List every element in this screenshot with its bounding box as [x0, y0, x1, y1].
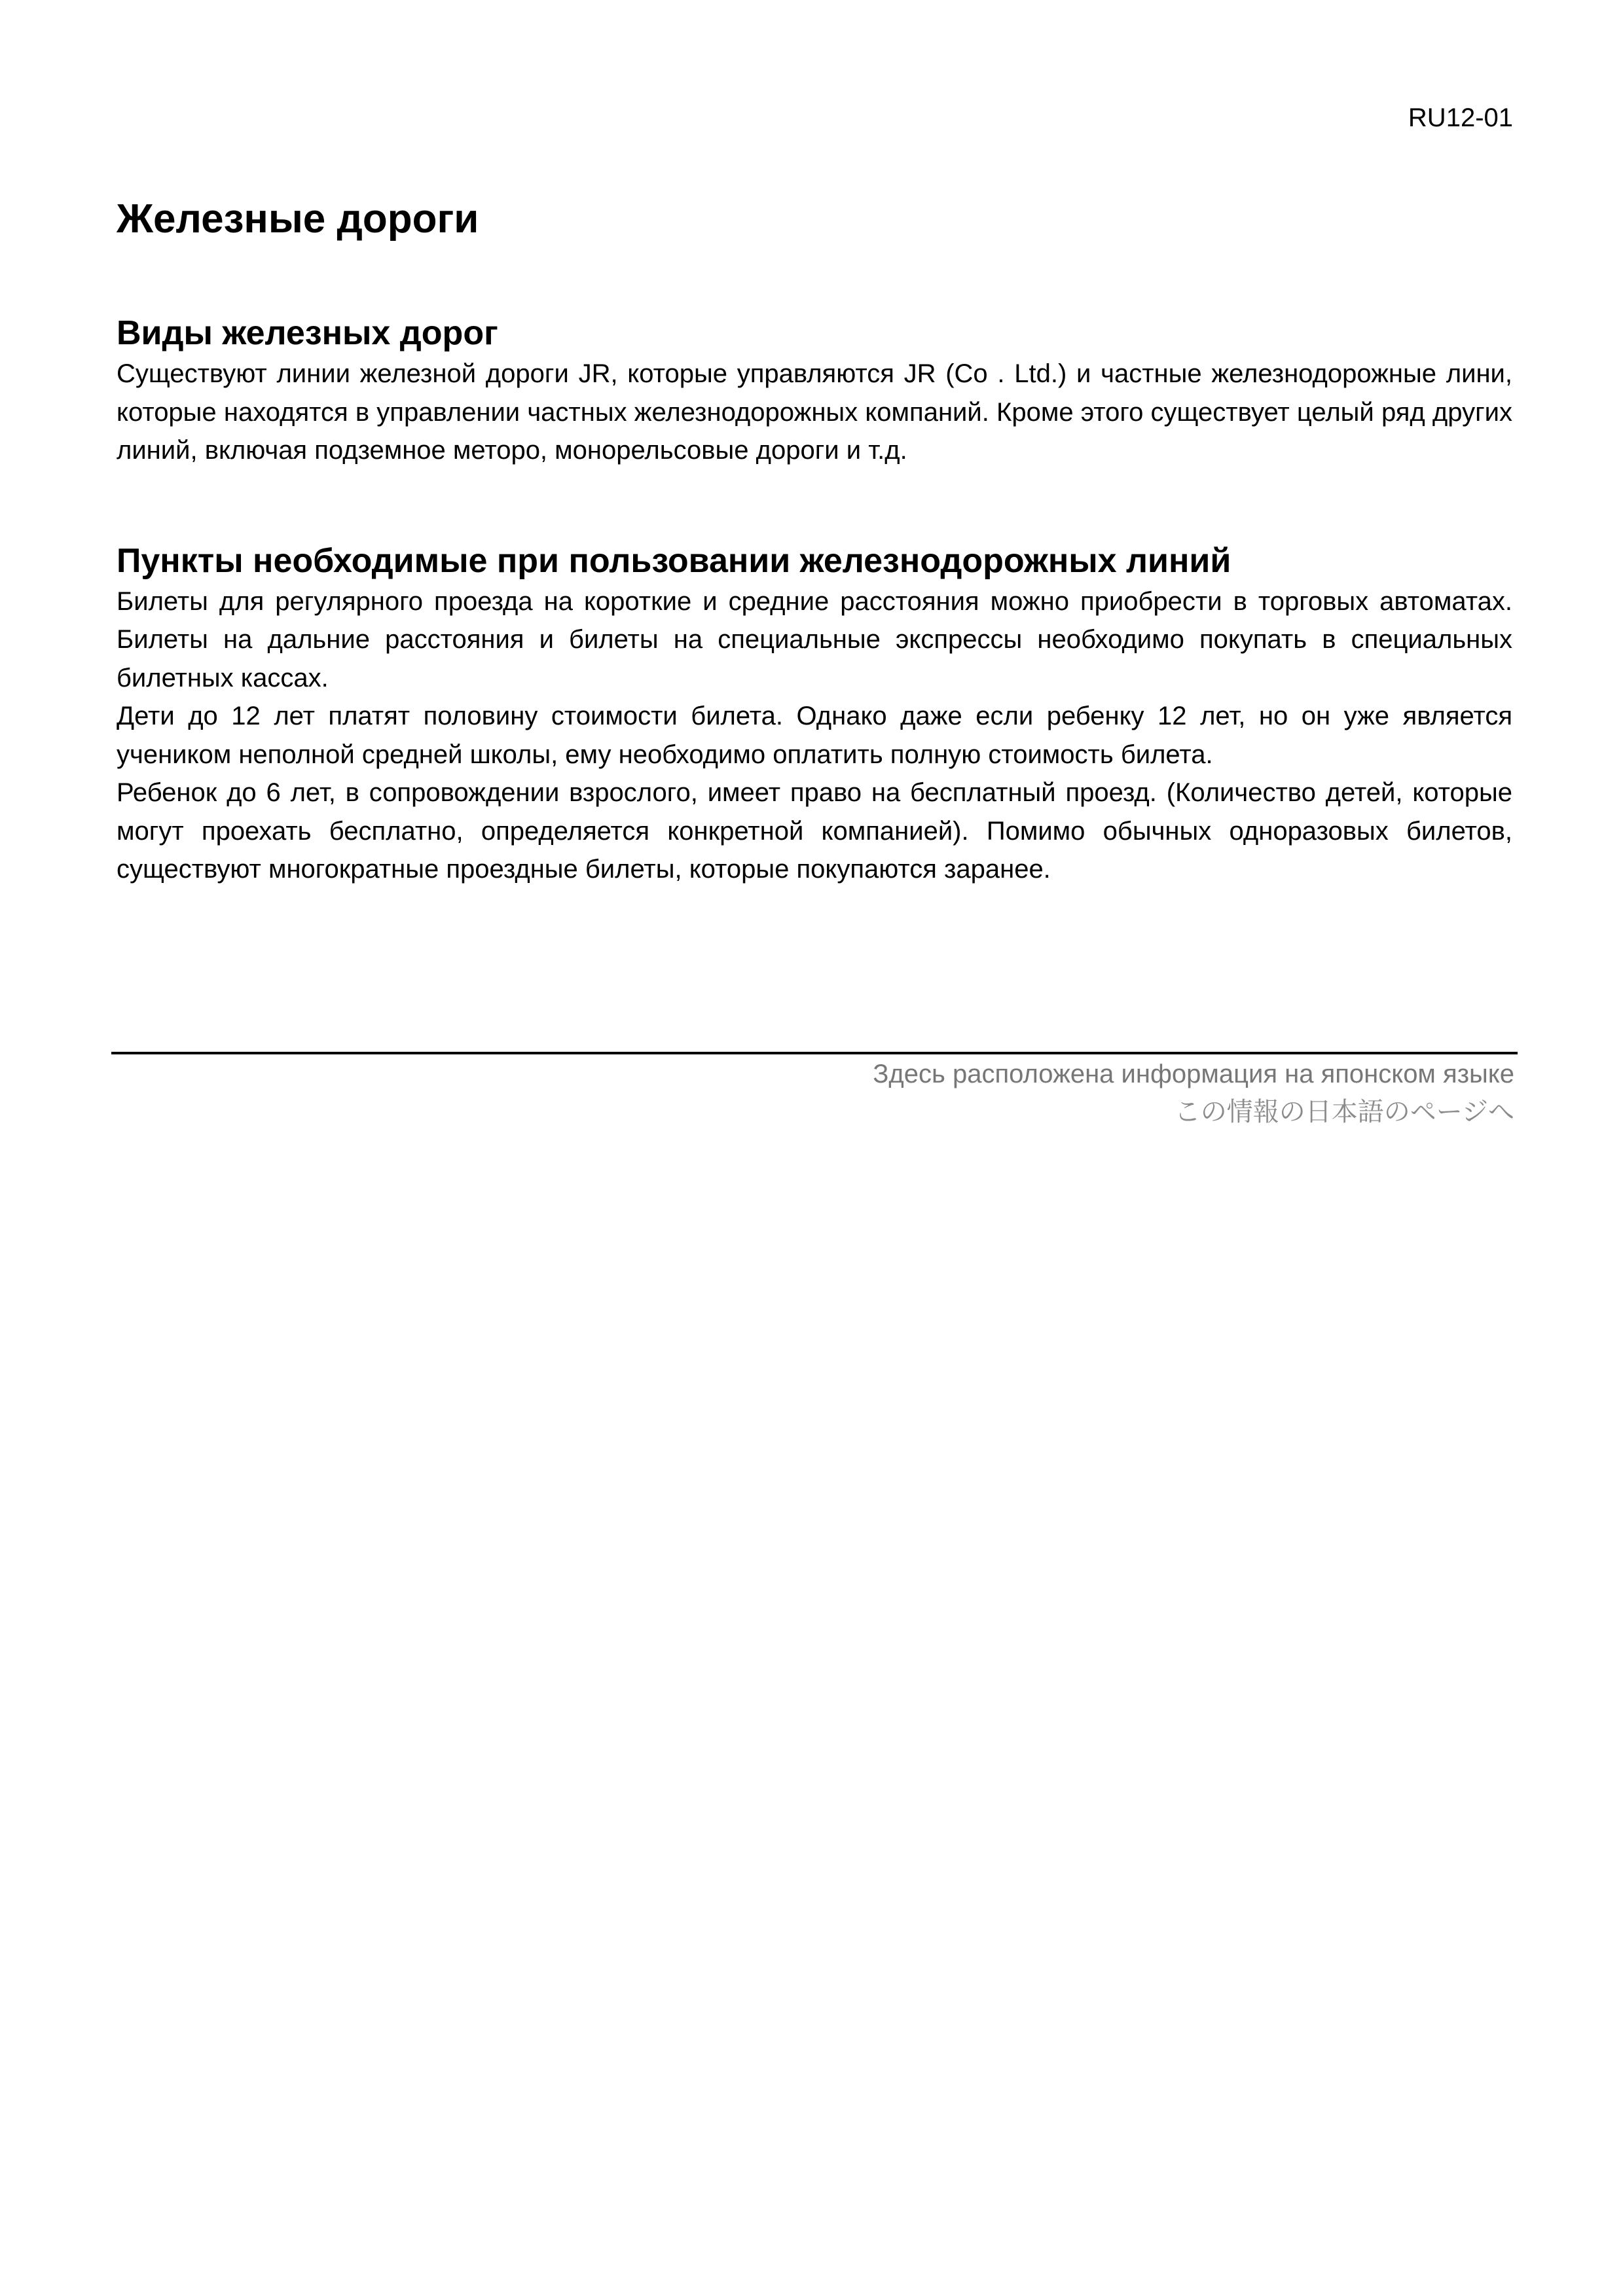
footer-divider	[111, 1052, 1518, 1054]
section-railway-types	[117, 312, 1512, 470]
section-railway-usage	[117, 539, 1512, 889]
document-body	[117, 190, 1512, 889]
page-title: Железные дороги	[117, 196, 479, 242]
paragraph: Существуют линии железной дороги JR, которые управляются JR (Co . Ltd.) и частные железнодорожные лини, которые находятся в управлении частных железнодорожных компаний. Кроме этого существует целый ряд других линий, включая подземное меторо, монорельсовые дороги и т.д.	[117, 359, 1512, 465]
document-code: RU12-01	[1408, 103, 1513, 132]
section-heading: Пункты необходимые при пользовании железнодорожных линий	[117, 541, 1231, 580]
footer-links	[873, 1055, 1514, 1131]
paragraph: Билеты для регулярного проезда на короткие и средние расстояния можно приобрести в торговых автоматах. Билеты на дальние расстояния и билеты на специальные экспрессы необходимо покупать в специальных билетных кассах.	[117, 586, 1512, 692]
japanese-info-link-ru[interactable]: Здесь расположена информация на японском языке	[873, 1060, 1514, 1088]
japanese-info-link-jp[interactable]: この情報の日本語のページへ	[1174, 1097, 1514, 1127]
section-heading: Виды железных дорог	[117, 314, 498, 352]
paragraph: Ребенок до 6 лет, в сопровождении взрослого, имеет право на бесплатный проезд. (Количество детей, которые могут проехать бесплатно, определяется конкретной компанией). Помимо обычных одноразовых билетов, существуют многократные проездные билеты, которые покупаются заранее.	[117, 778, 1512, 884]
paragraph: Дети до 12 лет платят половину стоимости билета. Однако даже если ребенку 12 лет, но он уже является учеником неполной средней школы, ему необходимо оплатить полную стоимость билета.	[117, 702, 1512, 769]
